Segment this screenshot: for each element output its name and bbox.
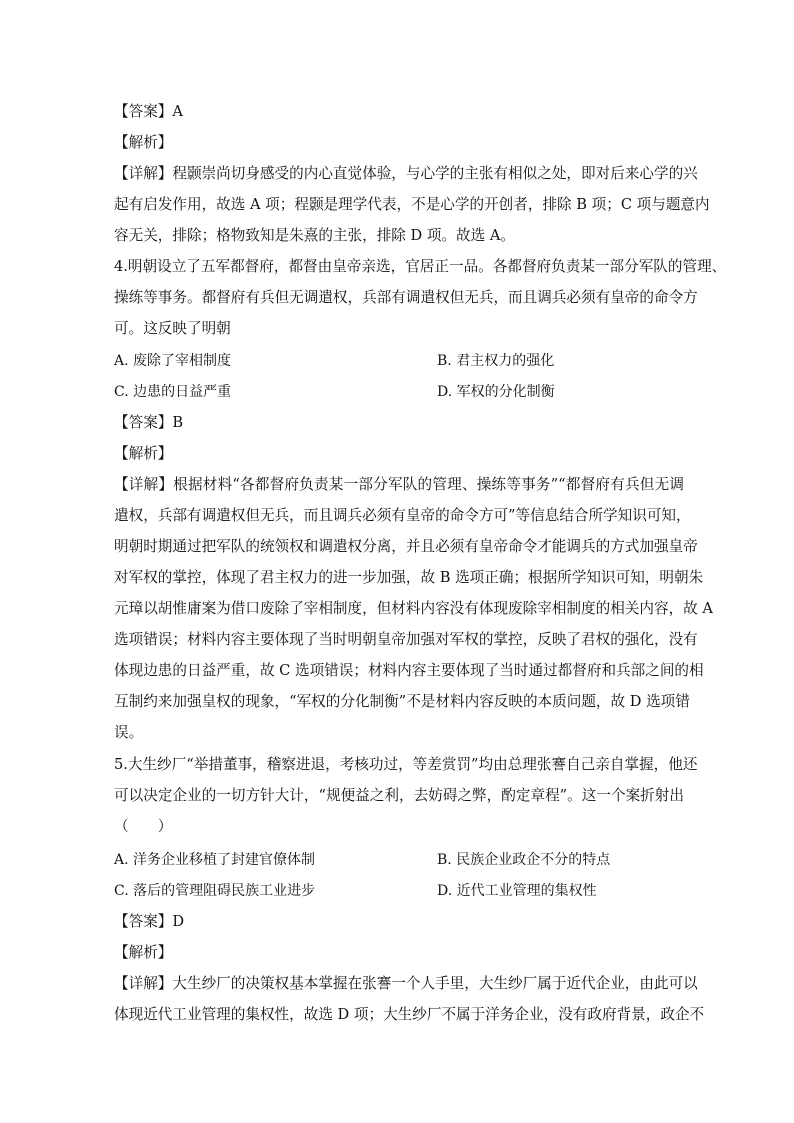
q4-option-b: B. 君主权力的强化 [437, 353, 555, 369]
q5-stem-line: （ ） [114, 818, 173, 835]
q4-stem-line: 可。这反映了明朝 [114, 320, 231, 337]
q3-detail-line: 【详解】程颢崇尚切身感受的内心直觉体验，与心学的主张有相似之处，即对后来心学的兴 [114, 165, 698, 182]
q5-stem-line: 可以决定企业的一切方针大计，“规便益之利，去妨碍之弊，酌定章程”。这一个案折射出 [114, 787, 684, 804]
q5-option-d: D. 近代工业管理的集权性 [437, 883, 597, 899]
q4-detail-line: 对军权的掌控，体现了君主权力的进一步加强，故 B 选项正确；根据所学知识可知，明朝朱 [114, 569, 704, 586]
q5-option-c: C. 落后的管理阻碍民族工业进步 [114, 883, 316, 899]
q5-detail-line: 【详解】大生纱厂的决策权基本掌握在张謇一个人手里，大生纱厂属于近代企业，由此可以 [114, 975, 698, 992]
q4-option-d: D. 军权的分化制衡 [437, 384, 555, 400]
q4-detail-line: 选项错误；材料内容主要体现了当时明朝皇帝加强对军权的掌控，反映了君权的强化，没有 [114, 631, 698, 648]
q3-analysis-label: 【解析】 [114, 134, 173, 151]
q4-option-c: C. 边患的日益严重 [114, 384, 232, 400]
q4-option-a: A. 废除了宰相制度 [114, 353, 232, 369]
q4-stem-line: 4.明朝设立了五军都督府，都督由皇帝亲选，官居正一品。各都督府负责某一部分军队的管理、 [114, 258, 727, 275]
q3-answer: 【答案】A [114, 103, 183, 120]
q5-option-b: B. 民族企业政企不分的特点 [437, 852, 611, 868]
q3-detail-line: 起有启发作用，故选 A 项；程颢是理学代表，不是心学的开创者，排除 B 项；C 项与题意内 [114, 196, 710, 213]
q4-analysis-label: 【解析】 [114, 445, 173, 462]
q5-detail-line: 体现近代工业管理的集权性，故选 D 项；大生纱厂不属于洋务企业，没有政府背景，政企不 [114, 1006, 705, 1023]
q4-detail-line: 互制约来加强皇权的现象，“军权的分化制衡”不是材料内容反映的本质问题，故 D 选项错 [114, 693, 690, 710]
q5-option-a: A. 洋务企业移植了封建官僚体制 [114, 852, 316, 868]
q5-stem-line: 5.大生纱厂“举措董事，稽察进退，考核功过，等差赏罚”均由总理张謇自己亲自掌握，他还 [114, 756, 698, 773]
q4-stem-line: 操练等事务。都督府有兵但无调遣权，兵部有调遣权但无兵，而且调兵必须有皇帝的命令方 [114, 289, 698, 306]
q4-detail-line: 体现边患的日益严重，故 C 选项错误；材料内容主要体现了当时通过都督府和兵部之间的相 [114, 662, 704, 679]
q5-answer: 【答案】D [114, 913, 185, 930]
q4-detail-line: 遣权，兵部有调遣权但无兵，而且调兵必须有皇帝的命令方可”等信息结合所学知识可知， [114, 507, 691, 524]
q4-detail-line: 【详解】根据材料“各都督府负责某一部分军队的管理、操练等事务”“都督府有兵但无调 [114, 476, 684, 493]
q4-detail-line: 元璋以胡惟庸案为借口废除了宰相制度，但材料内容没有体现废除宰相制度的相关内容，故 A [114, 600, 713, 617]
q3-detail-line: 容无关，排除；格物致知是朱熹的主张，排除 D 项。故选 A。 [114, 227, 516, 244]
q4-detail-line: 明朝时期通过把军队的统领权和调遣权分离，并且必须有皇帝命令才能调兵的方式加强皇帝 [114, 538, 698, 555]
q4-answer: 【答案】B [114, 414, 184, 431]
q4-detail-line: 误。 [114, 724, 144, 741]
q5-analysis-label: 【解析】 [114, 944, 173, 961]
